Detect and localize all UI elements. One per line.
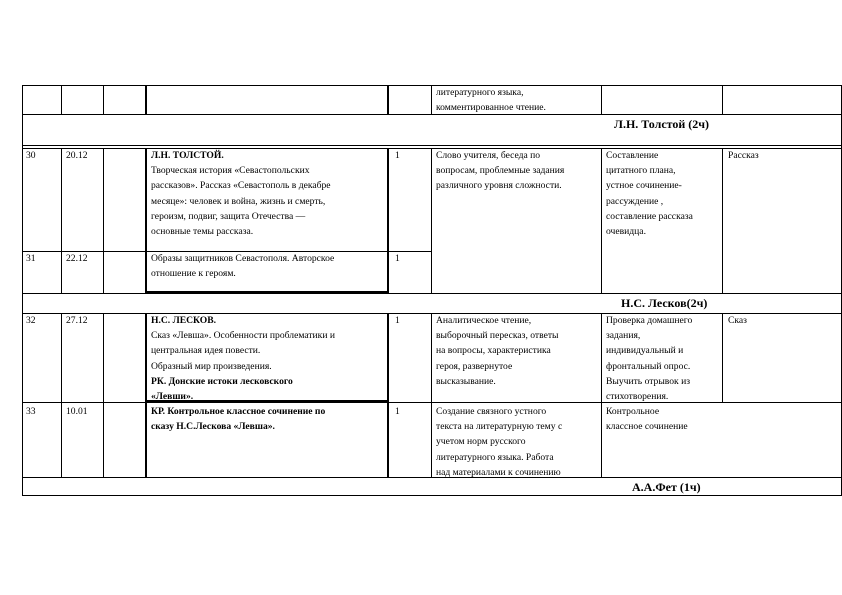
table-rule xyxy=(431,313,432,477)
cell-line: литературного языка, xyxy=(436,87,524,98)
table-rule xyxy=(601,148,602,293)
hours-cell: 1 xyxy=(395,253,400,264)
cell-line: основные темы рассказа. xyxy=(151,226,254,238)
table-rule xyxy=(146,291,388,293)
table-rule xyxy=(601,313,602,477)
section-title-tolstoy: Л.Н. Толстой (2ч) xyxy=(614,117,710,131)
cell-line: Создание связного устного xyxy=(436,406,547,417)
row-date: 27.12 xyxy=(66,315,88,326)
cell-line: выборочный пересказ, ответы xyxy=(436,330,559,342)
table-rule xyxy=(387,85,389,114)
cell-line: стихотворения. xyxy=(606,391,669,403)
table-rule xyxy=(431,148,432,293)
table-rule xyxy=(722,313,723,402)
table-rule xyxy=(722,148,723,293)
row-date: 22.12 xyxy=(66,253,88,264)
cell-line: Образный мир произведения. xyxy=(151,360,272,372)
table-rule xyxy=(145,148,147,293)
cell-line: индивидуальный и xyxy=(606,345,684,357)
table-rule xyxy=(722,85,723,114)
cell-line: РК. Донские истоки лесковского xyxy=(151,375,293,387)
table-rule xyxy=(103,313,104,477)
table-rule xyxy=(22,293,842,294)
table-rule xyxy=(387,148,389,293)
table-rule xyxy=(61,313,62,477)
cell-line: цитатного плана, xyxy=(606,165,676,177)
cell-line: высказывание. xyxy=(436,375,496,387)
table-rule xyxy=(103,148,104,293)
cell-line: составление рассказа xyxy=(606,210,693,222)
methods-cell xyxy=(436,148,564,194)
table-rule xyxy=(22,145,842,146)
table-rule xyxy=(22,85,23,495)
cell-line: фронтальный опрос. xyxy=(606,360,691,372)
table-rule xyxy=(431,85,432,114)
row-number: 31 xyxy=(26,253,36,264)
table-rule xyxy=(103,85,104,114)
row-date: 10.01 xyxy=(66,406,88,417)
extra-cell: Рассказ xyxy=(728,150,759,161)
cell-line: Аналитическое чтение, xyxy=(436,315,532,326)
cell-line: Образы защитников Севастополя. Авторское xyxy=(151,253,335,264)
topic-cell xyxy=(151,251,334,281)
cell-line: сказу Н.С.Лескова «Левша». xyxy=(151,421,275,433)
cell-line: текста на литературную тему с xyxy=(436,421,563,433)
control-cell xyxy=(606,148,693,239)
cell-line: Творческая история «Севастопольских xyxy=(151,165,310,177)
cell-line: Проверка домашнего xyxy=(606,315,693,326)
control-cell xyxy=(606,313,692,404)
methods-cell xyxy=(436,313,558,389)
cell-line: очевидца. xyxy=(606,226,646,238)
cell-line: на вопросы, характеристика xyxy=(436,345,551,357)
table-rule xyxy=(22,495,842,496)
control-cell xyxy=(606,404,688,434)
cell-line: учетом норм русского xyxy=(436,436,526,448)
section-title-fet: А.А.Фет (1ч) xyxy=(632,480,701,494)
hours-cell: 1 xyxy=(395,315,400,326)
cell-line: Сказ «Левша». Особенности проблематики и xyxy=(151,330,335,342)
table-rule xyxy=(61,85,62,114)
table-rule xyxy=(22,114,842,115)
author-heading: Л.Н. ТОЛСТОЙ. xyxy=(151,150,224,161)
row-date: 20.12 xyxy=(66,150,88,161)
methods-cell xyxy=(436,404,562,480)
cell-line: КР. Контрольное классное сочинение по xyxy=(151,406,326,417)
cell-line: литературного языка. Работа xyxy=(436,451,554,463)
cell-line: над материалами к сочинению xyxy=(436,466,561,478)
extra-cell: Сказ xyxy=(728,315,747,326)
topic-cell xyxy=(151,148,331,239)
cell-line: героизм, подвиг, защита Отечества — xyxy=(151,210,306,222)
topic-cell xyxy=(151,404,325,434)
cell-line: «Левши». xyxy=(151,391,194,403)
cell-line: отношение к героям. xyxy=(151,268,236,280)
cell-line: различного уровня сложности. xyxy=(436,180,562,192)
row-number: 30 xyxy=(26,150,36,161)
table-rule xyxy=(22,477,842,478)
topic-cell xyxy=(151,313,335,404)
cell-line: месяце»: человек и война, жизнь и смерть, xyxy=(151,195,326,207)
cell-line: задания, xyxy=(606,330,641,342)
cell-line: Контрольное xyxy=(606,406,660,417)
hours-cell: 1 xyxy=(395,150,400,161)
cell-line: Выучить отрывок из xyxy=(606,375,691,387)
cell-line: центральная идея повести. xyxy=(151,345,261,357)
table-rule xyxy=(145,85,147,114)
cell-line: вопросам, проблемные задания xyxy=(436,165,565,177)
cell-line: устное сочинение- xyxy=(606,180,682,192)
hours-cell: 1 xyxy=(395,406,400,417)
row-number: 32 xyxy=(26,315,36,326)
table-rule xyxy=(387,313,389,477)
cell-line: рассуждение , xyxy=(606,195,664,207)
section-title-leskov: Н.С. Лесков(2ч) xyxy=(621,296,708,310)
cell-line: классное сочинение xyxy=(606,421,688,433)
table-rule xyxy=(601,85,602,114)
row-number: 33 xyxy=(26,406,36,417)
cell-line: рассказов». Рассказ «Севастополь в декабре xyxy=(151,180,331,192)
table-rule xyxy=(145,313,147,477)
table-rule xyxy=(61,148,62,293)
cell-line: комментированное чтение. xyxy=(436,102,546,114)
author-heading: Н.С. ЛЕСКОВ. xyxy=(151,315,217,326)
cell-line: героя, развернутое xyxy=(436,360,513,372)
methods-cell xyxy=(436,85,546,115)
cell-line: Составление xyxy=(606,150,659,161)
cell-line: Слово учителя, беседа по xyxy=(436,150,541,161)
